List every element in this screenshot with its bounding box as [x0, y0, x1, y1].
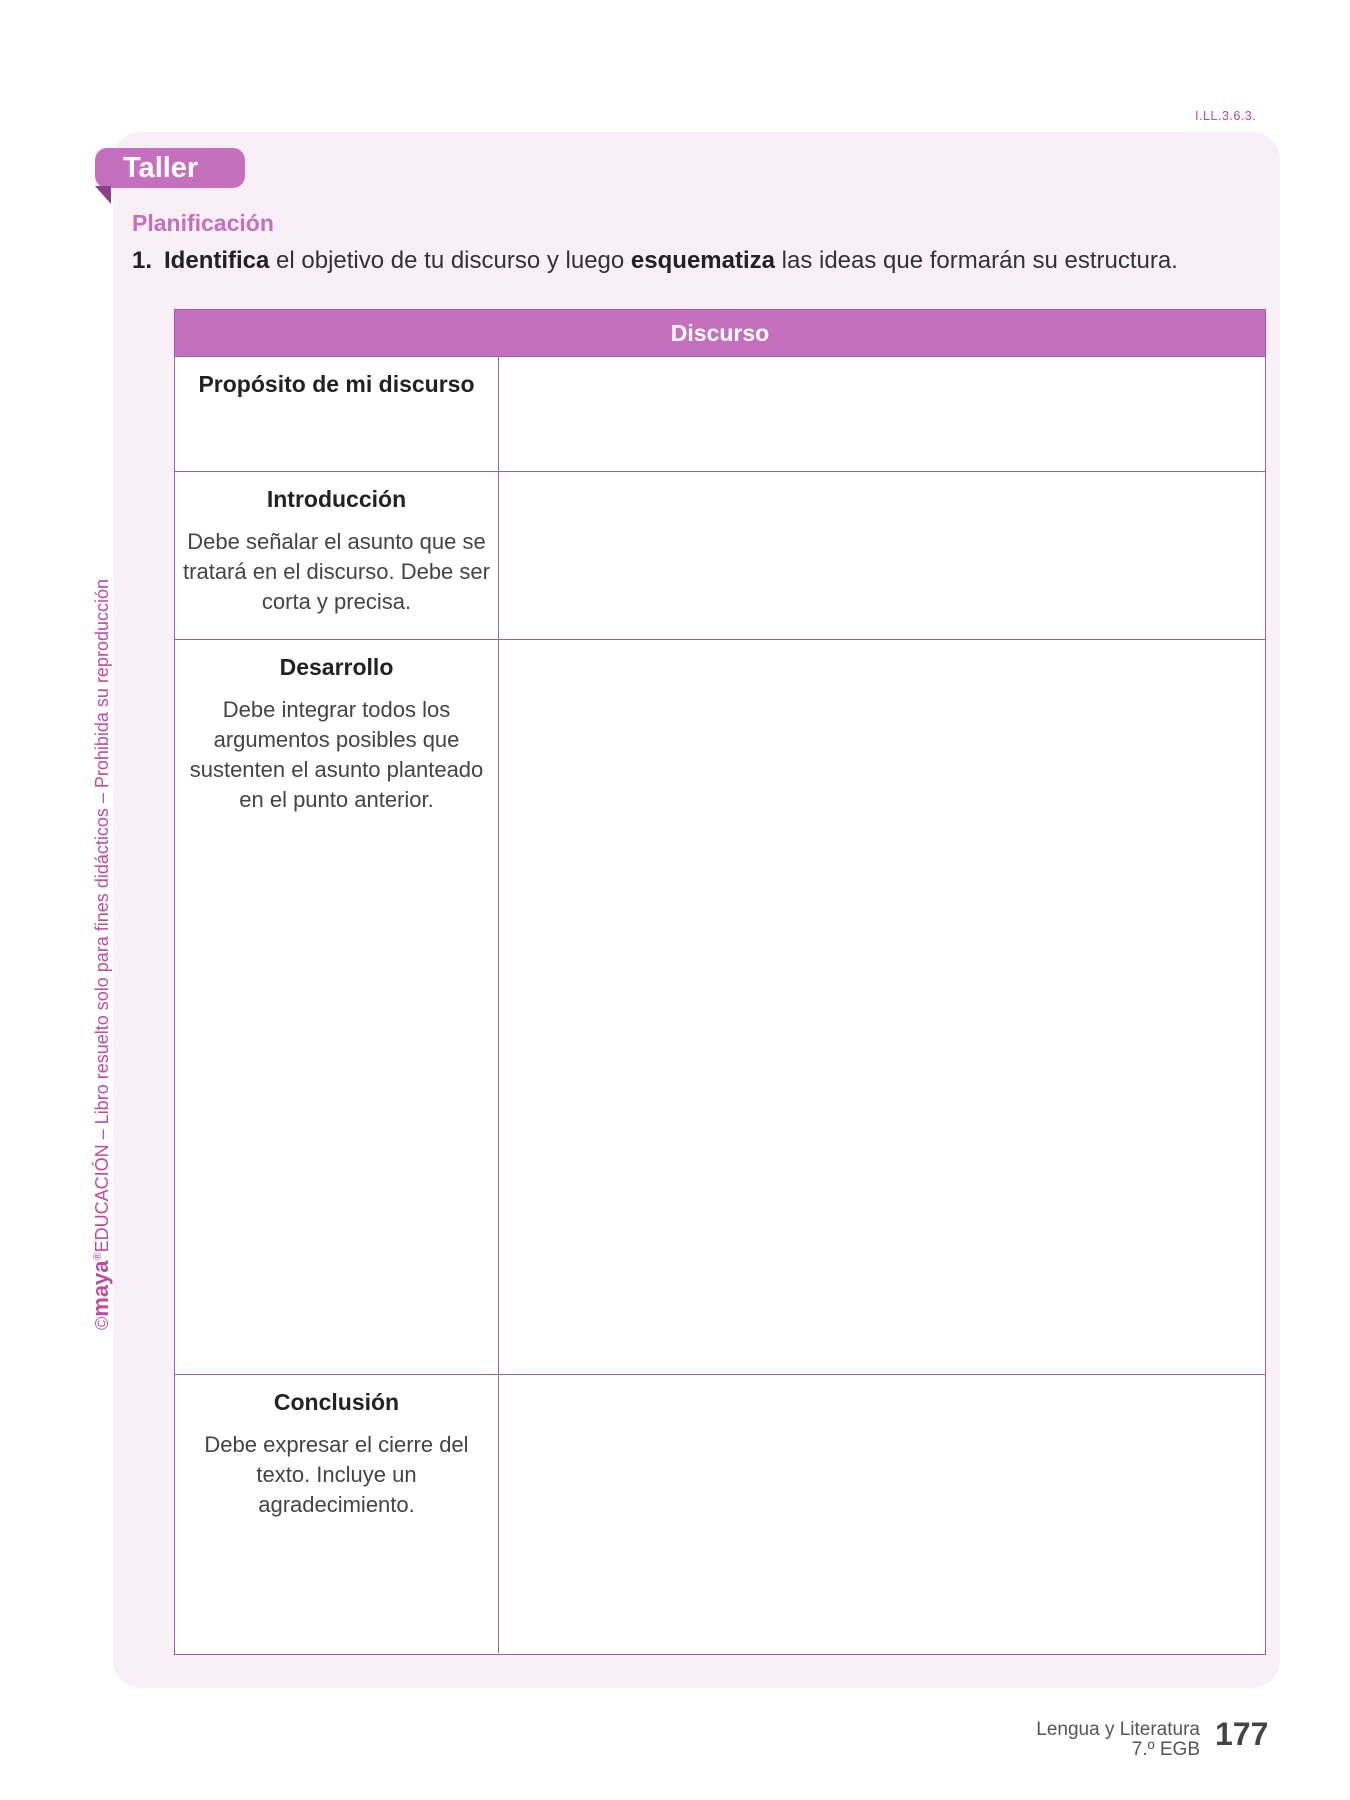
table-row-purpose — [175, 357, 1265, 472]
instruction — [132, 247, 1178, 275]
row-label-cell — [175, 640, 499, 1374]
row-title: Desarrollo — [279, 654, 394, 680]
indicator-code: I.LL.3.6.3. — [1195, 108, 1257, 123]
section-tab: Taller — [95, 148, 245, 188]
row-title: Propósito de mi discurso — [198, 371, 475, 397]
table-row-conclusion — [175, 1375, 1265, 1653]
brand-logo: maya — [88, 1260, 113, 1317]
row-description: Debe integrar todos los argumentos posibles que sustenten el asunto planteado en el punto anterior. — [189, 697, 484, 812]
table-header: Discurso — [175, 310, 1265, 357]
copyright-notice — [88, 579, 114, 1330]
row-description: Debe expresar el cierre del texto. Incluye un agradecimiento. — [204, 1432, 469, 1517]
row-title: Introducción — [266, 486, 407, 512]
page-number: 177 — [1215, 1716, 1269, 1752]
instruction-verb-1: Identifica — [164, 247, 270, 274]
footer-subject — [1036, 1720, 1200, 1760]
answer-cell-introduction[interactable] — [499, 472, 1265, 639]
instruction-verb-2: esquematiza — [630, 247, 775, 274]
row-label-cell — [175, 472, 499, 639]
answer-cell-conclusion[interactable] — [499, 1375, 1265, 1653]
instruction-number: 1. — [132, 247, 153, 274]
answer-cell-purpose[interactable] — [499, 357, 1265, 471]
subject-name: Lengua y Literatura — [1036, 1719, 1200, 1740]
speech-table — [174, 309, 1266, 1655]
row-label-cell — [175, 1375, 499, 1653]
row-description: Debe señalar el asunto que se tratará en el discurso. Debe ser corta y precisa. — [183, 529, 490, 614]
table-row-introduction — [175, 472, 1265, 640]
table-row-development — [175, 640, 1265, 1375]
notice-text: EDUCACIÓN – Libro resuelto solo para fines didácticos – Prohibida su reproducción — [92, 579, 112, 1253]
copyright-symbol: © — [92, 1316, 112, 1330]
registered-mark: ® — [92, 1252, 104, 1261]
row-title: Conclusión — [273, 1389, 400, 1415]
subheading: Planificación — [132, 210, 274, 236]
tab-fold-decoration — [95, 186, 111, 204]
instruction-text-1: el objetivo de tu discurso y luego — [269, 247, 631, 274]
row-label-cell — [175, 357, 499, 471]
grade-label: 7.º EGB — [1131, 1739, 1200, 1760]
answer-cell-development[interactable] — [499, 640, 1265, 1374]
instruction-text-2: las ideas que formarán su estructura. — [774, 247, 1178, 274]
